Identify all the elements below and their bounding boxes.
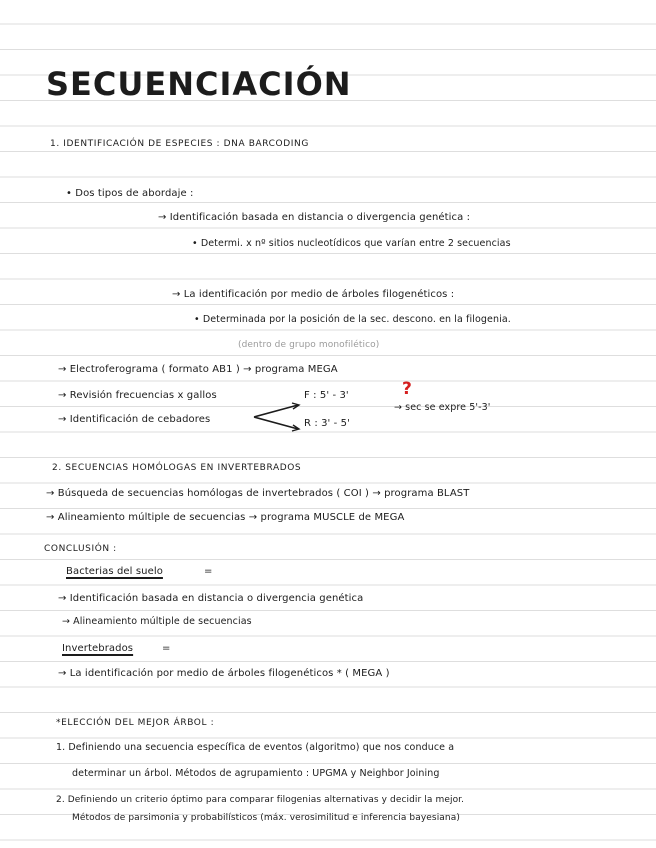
election-item2-line2: Métodos de parsimonia y probabilísticos (máx. verosimilitud e inferencia bayesiana) <box>72 813 460 823</box>
election-heading: *ELECCIÓN DEL MEJOR ÁRBOL : <box>56 718 215 728</box>
primer-reverse: R : 3' - 5' <box>304 418 350 429</box>
bacteria-item-alignment: → Alineamiento múltiple de secuencias <box>62 616 252 627</box>
election-item1-line2: determinar un árbol. Métodos de agrupamiento : UPGMA y Neighbor Joining <box>72 768 440 779</box>
alignment-line: → Alineamiento múltiple de secuencias → programa MUSCLE de MEGA <box>46 512 405 523</box>
primer-forward: F : 5' - 3' <box>304 390 349 401</box>
conclusion-heading: CONCLUSIÓN : <box>44 544 117 554</box>
revision-line: → Revisión frecuencias x gallos <box>58 390 217 401</box>
invertebrates-label: Invertebrados <box>62 643 134 654</box>
bacteria-item-distance: → Identificación basada en distancia o divergencia genética <box>58 593 364 604</box>
tree-method-detail: • Determinada por la posición de la sec. descono. en la filogenia. <box>194 314 511 325</box>
election-item1-line1: 1. Definiendo una secuencia específica de eventos (algoritmo) que nos conduce a <box>56 742 455 753</box>
monophyletic-note: (dentro de grupo monofilético) <box>238 340 380 350</box>
question-mark: ? <box>402 379 412 399</box>
page-title: SECUENCIACIÓN <box>46 65 352 103</box>
approach-line: • Dos tipos de abordaje : <box>66 188 194 199</box>
primers-line: → Identificación de cebadores <box>58 414 211 425</box>
invertebrates-equals: = <box>162 643 171 654</box>
invertebrates-item-trees: → La identificación por medio de árboles filogenéticos * ( MEGA ) <box>58 668 390 679</box>
distance-method-detail: • Determi. x nº sitios nucleotídicos que varían entre 2 secuencias <box>192 238 511 249</box>
section2-heading: 2. SECUENCIAS HOMÓLOGAS EN INVERTEBRADOS <box>52 463 302 473</box>
distance-method-line: → Identificación basada en distancia o divergencia genética : <box>158 212 471 223</box>
primers-branch-arrows <box>254 403 304 431</box>
election-item2-line1: 2. Definiendo un criterio óptimo para comparar filogenias alternativas y decidir la mejor. <box>56 795 465 805</box>
tree-method-line: → La identificación por medio de árboles filogenéticos : <box>172 289 455 300</box>
blast-search-line: → Búsqueda de secuencias homólogas de invertebrados ( COI ) → programa BLAST <box>46 488 470 499</box>
section1-heading: 1. IDENTIFICACIÓN DE ESPECIES : DNA BARCODING <box>50 139 309 149</box>
primer-note: → sec se expre 5'-3' <box>394 402 491 413</box>
bacteria-equals: = <box>204 566 213 577</box>
bacteria-label: Bacterias del suelo <box>66 566 163 577</box>
electropherogram-line: → Electroferograma ( formato AB1 ) → programa MEGA <box>58 364 338 375</box>
